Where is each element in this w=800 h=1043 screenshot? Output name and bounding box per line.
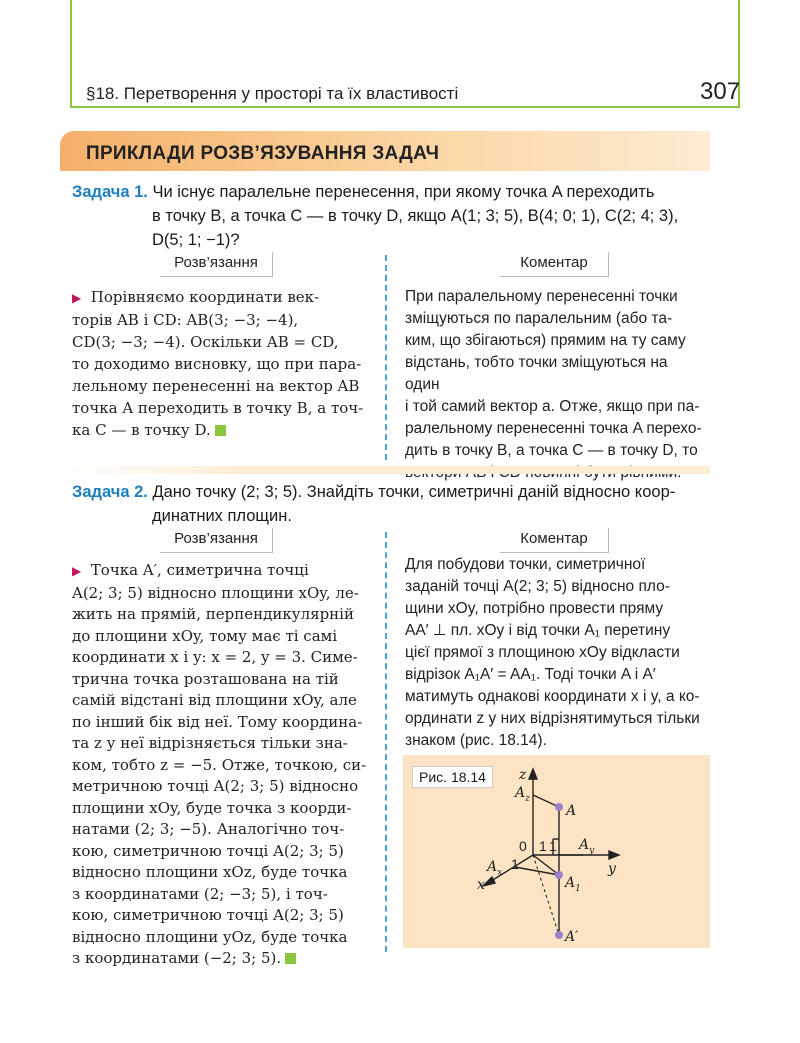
frame-left (70, 0, 72, 108)
com2-line: відрізок A₁A′ = AA₁. Тоді точки A і A′ (405, 666, 656, 683)
origin-label: 0 (519, 838, 527, 854)
sol2-line: A(2; 3; 5) відносно площини xOy, ле- (72, 583, 359, 602)
task1-divider (385, 255, 387, 460)
point-a (555, 803, 563, 811)
sol2-line: відносно площини xOz, буде точка (72, 863, 348, 881)
task1-statement (72, 180, 712, 252)
sol2-line: натами (2; 3; −5). Аналогічно точ- (72, 820, 345, 838)
task2-solution (72, 560, 372, 970)
sol1-line: то доходимо висновку, що при пара- (72, 355, 362, 373)
com2-line: Для побудови точки, симетричної (405, 556, 646, 573)
sol1-line: точка A переходить в точку B, а точ- (72, 399, 364, 417)
point-a-prime (555, 931, 563, 939)
sol2-line: самій відстані від площини xOy, але (72, 691, 357, 709)
sol2-line: кою, симетричною точці A(2; 3; 5) (72, 906, 344, 924)
y-label: y (608, 861, 616, 877)
com1-line: ралельному перенесенні точка A перехо- (405, 420, 702, 437)
sol2-line: відносно площини yOz, буде точка (72, 927, 348, 946)
sol1-line: ка C — в точку D. (72, 421, 211, 439)
task2-statement (72, 480, 712, 528)
task2-label: Задача 2. (72, 483, 148, 501)
a-label: A (566, 803, 577, 819)
figure-label: Рис. 18.14 (412, 766, 493, 788)
task1-label: Задача 1. (72, 183, 148, 201)
task1-line3: D(5; 1; −1)? (152, 231, 240, 249)
com2-line: заданій точці A(2; 3; 5) відносно пло- (405, 578, 670, 595)
z-label: z (519, 767, 527, 783)
sol2-line: трична точка розташована на тій (72, 669, 339, 688)
z-arrow (529, 769, 537, 779)
sol2-line: метричною точці A(2; 3; 5) відносно (72, 777, 359, 795)
page-number: 307 (700, 78, 741, 105)
dashed-line (533, 855, 559, 935)
task1-solution-tab: Розв’язання (160, 252, 273, 277)
task2-divider (385, 532, 387, 952)
task2-solution-tab: Розв’язання (160, 528, 273, 553)
end-square-icon (285, 953, 296, 964)
running-head: §18. Перетворення у просторі та їх властивості (86, 84, 459, 103)
section-title: ПРИКЛАДИ РОЗВ’ЯЗУВАННЯ ЗАДАЧ (86, 143, 440, 164)
ay-label: $A_y$ (579, 837, 595, 856)
sol2-line: Точка A′, симетрична точці (90, 561, 309, 579)
az-label: $A_z$ (515, 785, 530, 804)
sol1-line: торів AB і CD: AB(3; −3; −4), (72, 311, 299, 329)
tick-label: 1 (539, 838, 547, 854)
sol1-line: CD(3; −3; −4). Оскільки AB = CD, (72, 333, 339, 351)
sol2-line: по інший бік від неї. Тому координа- (72, 712, 363, 731)
com1-line: При паралельному перенесенні точки (405, 288, 678, 305)
com2-line: цієї прямої з площиною xOy відкласти (405, 644, 680, 661)
com1-line: ким, що збігаються) прямим на ту саму (405, 332, 686, 349)
a1-label: $A_1$ (565, 875, 581, 894)
com2-line: матимуть однакові координати x і y, а ко- (405, 688, 700, 705)
com1-line: відстань, тобто точки зміщуються на один (405, 354, 668, 393)
com1-line: дить в точку B, а точка C — в точку D, то (405, 442, 698, 459)
a-prime-label: A′ (565, 929, 579, 945)
sol2-line: з координатами (−2; 3; 5). (72, 949, 282, 967)
az-line (533, 795, 559, 807)
sol2-line: кою, симетричною точці A(2; 3; 5) (72, 841, 344, 860)
task1-solution (72, 286, 372, 441)
sol1-line: лельному перенесенні на вектор AB (72, 377, 360, 395)
task1-comment-tab: Коментар (500, 252, 609, 277)
task2-comment-tab: Коментар (500, 528, 609, 553)
com1-line: зміщуються по паралельним (або та- (405, 310, 673, 327)
x-label: x (477, 877, 485, 893)
sol2-line: ком, тобто z = −5. Отже, точкою, си- (72, 755, 367, 774)
end-square-icon (215, 425, 226, 436)
tick-label: 1 (549, 838, 557, 854)
tick-label: 1 (511, 856, 519, 872)
com2-line: щини xOy, потрібно провести пряму (405, 600, 664, 617)
sol2-line: жить на прямій, перпендикулярній (72, 605, 354, 623)
ax-label: $A_x$ (487, 859, 503, 878)
com2-line: ординати z у них відрізнятимуться тільки (405, 710, 700, 727)
task1-line1: Чи існує паралельне перенесення, при якому точка A переходить (152, 183, 655, 201)
task2-line2: динатних площин. (152, 507, 292, 525)
y-arrow (609, 851, 619, 859)
sol2-line: до площини xOy, тому має ті самі (72, 626, 338, 645)
com2-line: AA′ ⊥ пл. xOy і від точки A₁ перетину (405, 622, 671, 639)
bullet-arrow-icon: ▶ (72, 291, 82, 305)
frame-bottom (70, 106, 740, 108)
task2-comment (405, 554, 705, 752)
bullet-arrow-icon: ▶ (72, 564, 82, 578)
sol2-line: та z у неї відрізняється тільки зна- (72, 734, 348, 752)
sol2-line: з координатами (2; −3; 5), і точ- (72, 884, 328, 903)
com2-line: знаком (рис. 18.14). (405, 732, 547, 749)
point-a1 (555, 871, 563, 879)
sol2-line: площини xOy, буде точка з коорди- (72, 798, 352, 817)
figure-diagram (403, 755, 710, 948)
sol2-line: координати x і y: x = 2, y = 3. Симе- (72, 648, 358, 666)
task1-line2: в точку B, а точка C — в точку D, якщо A(1; 3; 5), B(4; 0; 1), C(2; 4; 3), (152, 207, 679, 225)
separator (60, 466, 710, 474)
sol1-line: Порівняємо координати век- (90, 288, 320, 306)
com1-line: і той самий вектор a. Отже, якщо при па- (405, 398, 700, 415)
task1-comment (405, 286, 705, 484)
task2-line1: Дано точку (2; 3; 5). Знайдіть точки, симетричні даній відносно коор- (152, 483, 676, 501)
